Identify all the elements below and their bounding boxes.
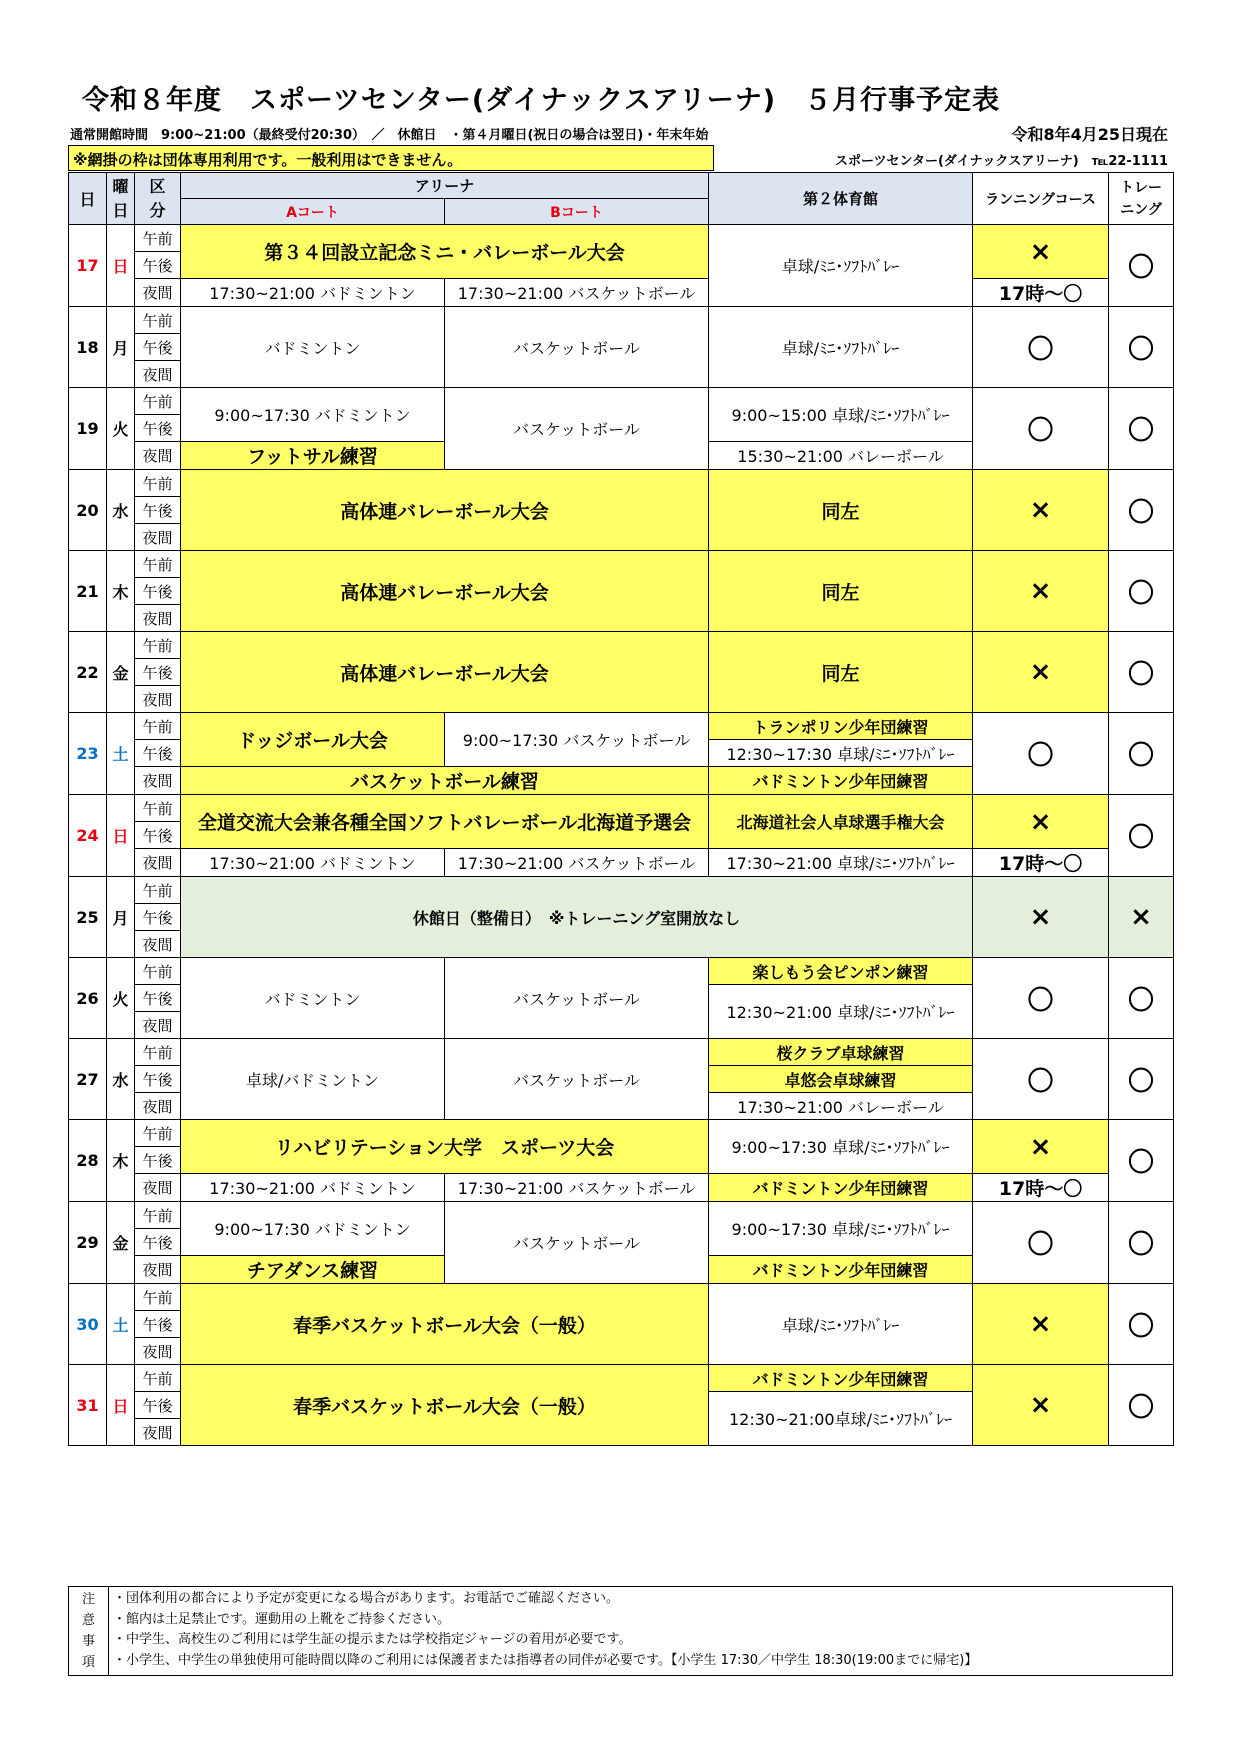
note-item: ・小学生、中学生の単独使用可能時間以降のご利用には保護者または指導者の同伴が必要です。【小学生 17:30／中学生 18:30(19:00までに帰宅)】	[113, 1652, 978, 1668]
closed-day: 休館日（整備日） ※トレーニング室開放なし	[181, 877, 973, 958]
court-b-event: バスケットボール	[445, 1039, 709, 1120]
court-a-day: 9:00~17:30 バドミントン	[181, 388, 445, 442]
court-b-event: バスケットボール	[445, 958, 709, 1039]
period-label: 夜間	[135, 1419, 181, 1446]
period-label: 午後	[135, 1066, 181, 1093]
weekday: 日	[107, 1365, 135, 1446]
gym2-rest: 12:30~21:00 卓球/ﾐﾆ･ｿﾌﾄﾊﾞﾚｰ	[709, 985, 973, 1039]
running-course: 〇	[973, 388, 1109, 470]
court-b-event: バスケットボール	[445, 388, 709, 470]
period-label: 夜間	[135, 1174, 181, 1202]
note-item: ・中学生、高校生のご利用には学生証の提示または学校指定ジャージの着用が必要です。	[113, 1632, 632, 1647]
period-label: 夜間	[135, 361, 181, 388]
period-label: 夜間	[135, 1256, 181, 1284]
court-a-event: バドミントン	[181, 307, 445, 388]
gym2-pm: 卓悠会卓球練習	[709, 1066, 973, 1093]
gym2-day: 9:00~17:30 卓球/ﾐﾆ･ｿﾌﾄﾊﾞﾚｰ	[709, 1120, 973, 1174]
court-a-night: フットサル練習	[181, 442, 445, 470]
weekday: 木	[107, 551, 135, 632]
gym2-night: 17:30~21:00 卓球/ﾐﾆ･ｿﾌﾄﾊﾞﾚｰ	[709, 849, 973, 877]
period-label: 午後	[135, 1147, 181, 1174]
header-day: 日	[69, 173, 107, 225]
arena-event: 春季バスケットボール大会（一般）	[181, 1365, 709, 1446]
court-b-event: バスケットボール	[445, 1202, 709, 1284]
running-course-night: 17時～〇	[973, 1174, 1109, 1202]
page-title: 令和８年度 スポーツセンター(ダイナックスアリーナ) ５月行事予定表	[82, 85, 1001, 116]
period-label: 午後	[135, 904, 181, 931]
note-item: ・団体利用の都合により予定が変更になる場合があります。お電話でご確認ください。	[113, 1591, 619, 1606]
period-label: 午前	[135, 470, 181, 497]
weekday: 日	[107, 795, 135, 877]
running-course-day: ×	[973, 225, 1109, 279]
training-room: 〇	[1109, 1284, 1174, 1365]
gym2-event: 卓球/ﾐﾆ･ｿﾌﾄﾊﾞﾚｰ	[709, 307, 973, 388]
court-b-night: 17:30~21:00 バスケットボール	[445, 1174, 709, 1202]
running-course-day: ×	[973, 795, 1109, 849]
gym2-pm: 12:30~17:30 卓球/ﾐﾆ･ｿﾌﾄﾊﾞﾚｰ	[709, 740, 973, 767]
court-a-event: ドッジボール大会	[181, 713, 445, 767]
period-label: 午前	[135, 713, 181, 740]
running-course: 〇	[973, 307, 1109, 388]
header-arena: アリーナ	[181, 173, 709, 199]
training-room: 〇	[1109, 388, 1174, 470]
header-court-a: Aコート	[181, 199, 445, 225]
weekday: 日	[107, 225, 135, 307]
court-a-day: 9:00~17:30 バドミントン	[181, 1202, 445, 1256]
running-course: 〇	[973, 1202, 1109, 1284]
gym2-night: 15:30~21:00 バレーボール	[709, 442, 973, 470]
gym2-am: トランポリン少年団練習	[709, 713, 973, 740]
period-label: 午前	[135, 958, 181, 985]
header-gym2: 第２体育館	[709, 173, 973, 225]
training-room: 〇	[1109, 1039, 1174, 1120]
day-number: 24	[69, 795, 107, 877]
period-label: 午前	[135, 795, 181, 822]
arena-event: 高体連バレーボール大会	[181, 551, 709, 632]
gym2-day: 9:00~17:30 卓球/ﾐﾆ･ｿﾌﾄﾊﾞﾚｰ	[709, 1202, 973, 1256]
court-a-night: チアダンス練習	[181, 1256, 445, 1284]
gym2-night: バドミントン少年団練習	[709, 767, 973, 795]
gym2-event: 卓球/ﾐﾆ･ｿﾌﾄﾊﾞﾚｰ	[709, 1284, 973, 1365]
running-course: ×	[973, 551, 1109, 632]
court-a-night: 17:30~21:00 バドミントン	[181, 1174, 445, 1202]
weekday: 水	[107, 1039, 135, 1120]
day-number: 26	[69, 958, 107, 1039]
gym2-rest: 12:30~21:00卓球/ﾐﾆ･ｿﾌﾄﾊﾞﾚｰ	[709, 1392, 973, 1446]
period-label: 午後	[135, 659, 181, 686]
header-training: トレー ニング	[1109, 173, 1174, 225]
court-a-night: 17:30~21:00 バドミントン	[181, 849, 445, 877]
period-label: 夜間	[135, 849, 181, 877]
day-number: 22	[69, 632, 107, 713]
arena-event: 高体連バレーボール大会	[181, 470, 709, 551]
period-label: 午前	[135, 1120, 181, 1147]
gym2-event: 同左	[709, 470, 973, 551]
arena-event: リハビリテーション大学 スポーツ大会	[181, 1120, 709, 1174]
period-label: 午前	[135, 225, 181, 252]
period-label: 午後	[135, 1311, 181, 1338]
notice-banner: ※網掛の枠は団体専用利用です。一般利用はできません。	[68, 145, 714, 171]
day-number: 19	[69, 388, 107, 470]
running-course: ×	[973, 877, 1109, 958]
period-label: 午後	[135, 1392, 181, 1419]
weekday: 金	[107, 632, 135, 713]
day-number: 27	[69, 1039, 107, 1120]
period-label: 午前	[135, 1039, 181, 1066]
note-item: ・館内は土足禁止です。運動用の上靴をご持参ください。	[113, 1611, 450, 1627]
period-label: 午後	[135, 334, 181, 361]
weekday: 土	[107, 1284, 135, 1365]
period-label: 夜間	[135, 767, 181, 795]
header-running: ランニングコース	[973, 173, 1109, 225]
day-number: 31	[69, 1365, 107, 1446]
court-b-night: 17:30~21:00 バスケットボール	[445, 279, 709, 307]
training-room: 〇	[1109, 1120, 1174, 1202]
period-label: 午後	[135, 985, 181, 1012]
training-room: 〇	[1109, 225, 1174, 307]
gym2-night: バドミントン少年団練習	[709, 1174, 973, 1202]
period-label: 午前	[135, 632, 181, 659]
training-room: 〇	[1109, 632, 1174, 713]
running-course: 〇	[973, 958, 1109, 1039]
training-room: 〇	[1109, 795, 1174, 877]
arena-event: 春季バスケットボール大会（一般）	[181, 1284, 709, 1365]
court-a-event: バドミントン	[181, 958, 445, 1039]
weekday: 土	[107, 713, 135, 795]
weekday: 火	[107, 958, 135, 1039]
running-course-night: 17時～〇	[973, 279, 1109, 307]
training-room: 〇	[1109, 307, 1174, 388]
gym2-am: 楽しもう会ピンポン練習	[709, 958, 973, 985]
period-label: 午後	[135, 415, 181, 442]
period-label: 午後	[135, 1229, 181, 1256]
training-room: ×	[1109, 877, 1174, 958]
period-label: 午前	[135, 1284, 181, 1311]
notes-label: 注 意 事 項	[69, 1587, 109, 1676]
telephone-line: スポーツセンター(ダイナックスアリーナ) ℡22-1111	[835, 154, 1168, 169]
day-number: 25	[69, 877, 107, 958]
period-label: 午前	[135, 388, 181, 415]
period-label: 夜間	[135, 931, 181, 958]
header-weekday: 曜 日	[107, 173, 135, 225]
period-label: 夜間	[135, 442, 181, 470]
running-course: ×	[973, 1365, 1109, 1446]
court-b-event: 9:00~17:30 バスケットボール	[445, 713, 709, 767]
period-label: 午前	[135, 1202, 181, 1229]
period-label: 夜間	[135, 1338, 181, 1365]
gym2-event: 卓球/ﾐﾆ･ｿﾌﾄﾊﾞﾚｰ	[709, 225, 973, 307]
gym2-am: バドミントン少年団練習	[709, 1365, 973, 1392]
period-label: 夜間	[135, 1093, 181, 1120]
running-course: ×	[973, 632, 1109, 713]
as-of-date: 令和8年4月25日現在	[1011, 125, 1168, 144]
training-room: 〇	[1109, 713, 1174, 795]
day-number: 28	[69, 1120, 107, 1202]
period-label: 夜間	[135, 686, 181, 713]
period-label: 午前	[135, 877, 181, 904]
header-court-b: Bコート	[445, 199, 709, 225]
day-number: 17	[69, 225, 107, 307]
period-label: 夜間	[135, 524, 181, 551]
period-label: 午前	[135, 307, 181, 334]
weekday: 月	[107, 307, 135, 388]
period-label: 夜間	[135, 605, 181, 632]
gym2-am: 桜クラブ卓球練習	[709, 1039, 973, 1066]
day-number: 23	[69, 713, 107, 795]
day-number: 20	[69, 470, 107, 551]
running-course: ×	[973, 1284, 1109, 1365]
weekday: 月	[107, 877, 135, 958]
training-room: 〇	[1109, 1365, 1174, 1446]
training-room: 〇	[1109, 551, 1174, 632]
notes-table	[68, 1586, 1173, 1676]
period-label: 午後	[135, 822, 181, 849]
court-a-night: 17:30~21:00 バドミントン	[181, 279, 445, 307]
period-label: 午前	[135, 551, 181, 578]
day-number: 30	[69, 1284, 107, 1365]
period-label: 午前	[135, 1365, 181, 1392]
period-label: 午後	[135, 740, 181, 767]
arena-event: 全道交流大会兼各種全国ソフトバレーボール北海道予選会	[181, 795, 709, 849]
header-period: 区 分	[135, 173, 181, 225]
period-label: 夜間	[135, 279, 181, 307]
gym2-event: 同左	[709, 551, 973, 632]
arena-event: 第３４回設立記念ミニ・バレーボール大会	[181, 225, 709, 279]
day-number: 18	[69, 307, 107, 388]
gym2-night: バドミントン少年団練習	[709, 1256, 973, 1284]
court-a-event: 卓球/バドミントン	[181, 1039, 445, 1120]
period-label: 午後	[135, 252, 181, 279]
weekday: 木	[107, 1120, 135, 1202]
arena-night-event: バスケットボール練習	[181, 767, 709, 795]
weekday: 水	[107, 470, 135, 551]
period-label: 午後	[135, 497, 181, 524]
weekday: 金	[107, 1202, 135, 1284]
period-label: 夜間	[135, 1012, 181, 1039]
gym2-day: 北海道社会人卓球選手権大会	[709, 795, 973, 849]
day-number: 21	[69, 551, 107, 632]
court-b-night: 17:30~21:00 バスケットボール	[445, 849, 709, 877]
gym2-event: 同左	[709, 632, 973, 713]
running-course: 〇	[973, 1039, 1109, 1120]
running-course-night: 17時～〇	[973, 849, 1109, 877]
gym2-day: 9:00~15:00 卓球/ﾐﾆ･ｿﾌﾄﾊﾞﾚｰ	[709, 388, 973, 442]
training-room: 〇	[1109, 958, 1174, 1039]
court-b-event: バスケットボール	[445, 307, 709, 388]
opening-hours: 通常開館時間 9:00~21:00（最終受付20:30） ／ 休館日 ・第４月曜日(祝日の場合は翌日)・年末年始	[70, 128, 709, 143]
weekday: 火	[107, 388, 135, 470]
period-label: 午後	[135, 578, 181, 605]
running-course: 〇	[973, 713, 1109, 795]
schedule-table	[68, 172, 1174, 1446]
training-room: 〇	[1109, 470, 1174, 551]
training-room: 〇	[1109, 1202, 1174, 1284]
gym2-night: 17:30~21:00 バレーボール	[709, 1093, 973, 1120]
day-number: 29	[69, 1202, 107, 1284]
running-course: ×	[973, 470, 1109, 551]
running-course-day: ×	[973, 1120, 1109, 1174]
arena-event: 高体連バレーボール大会	[181, 632, 709, 713]
